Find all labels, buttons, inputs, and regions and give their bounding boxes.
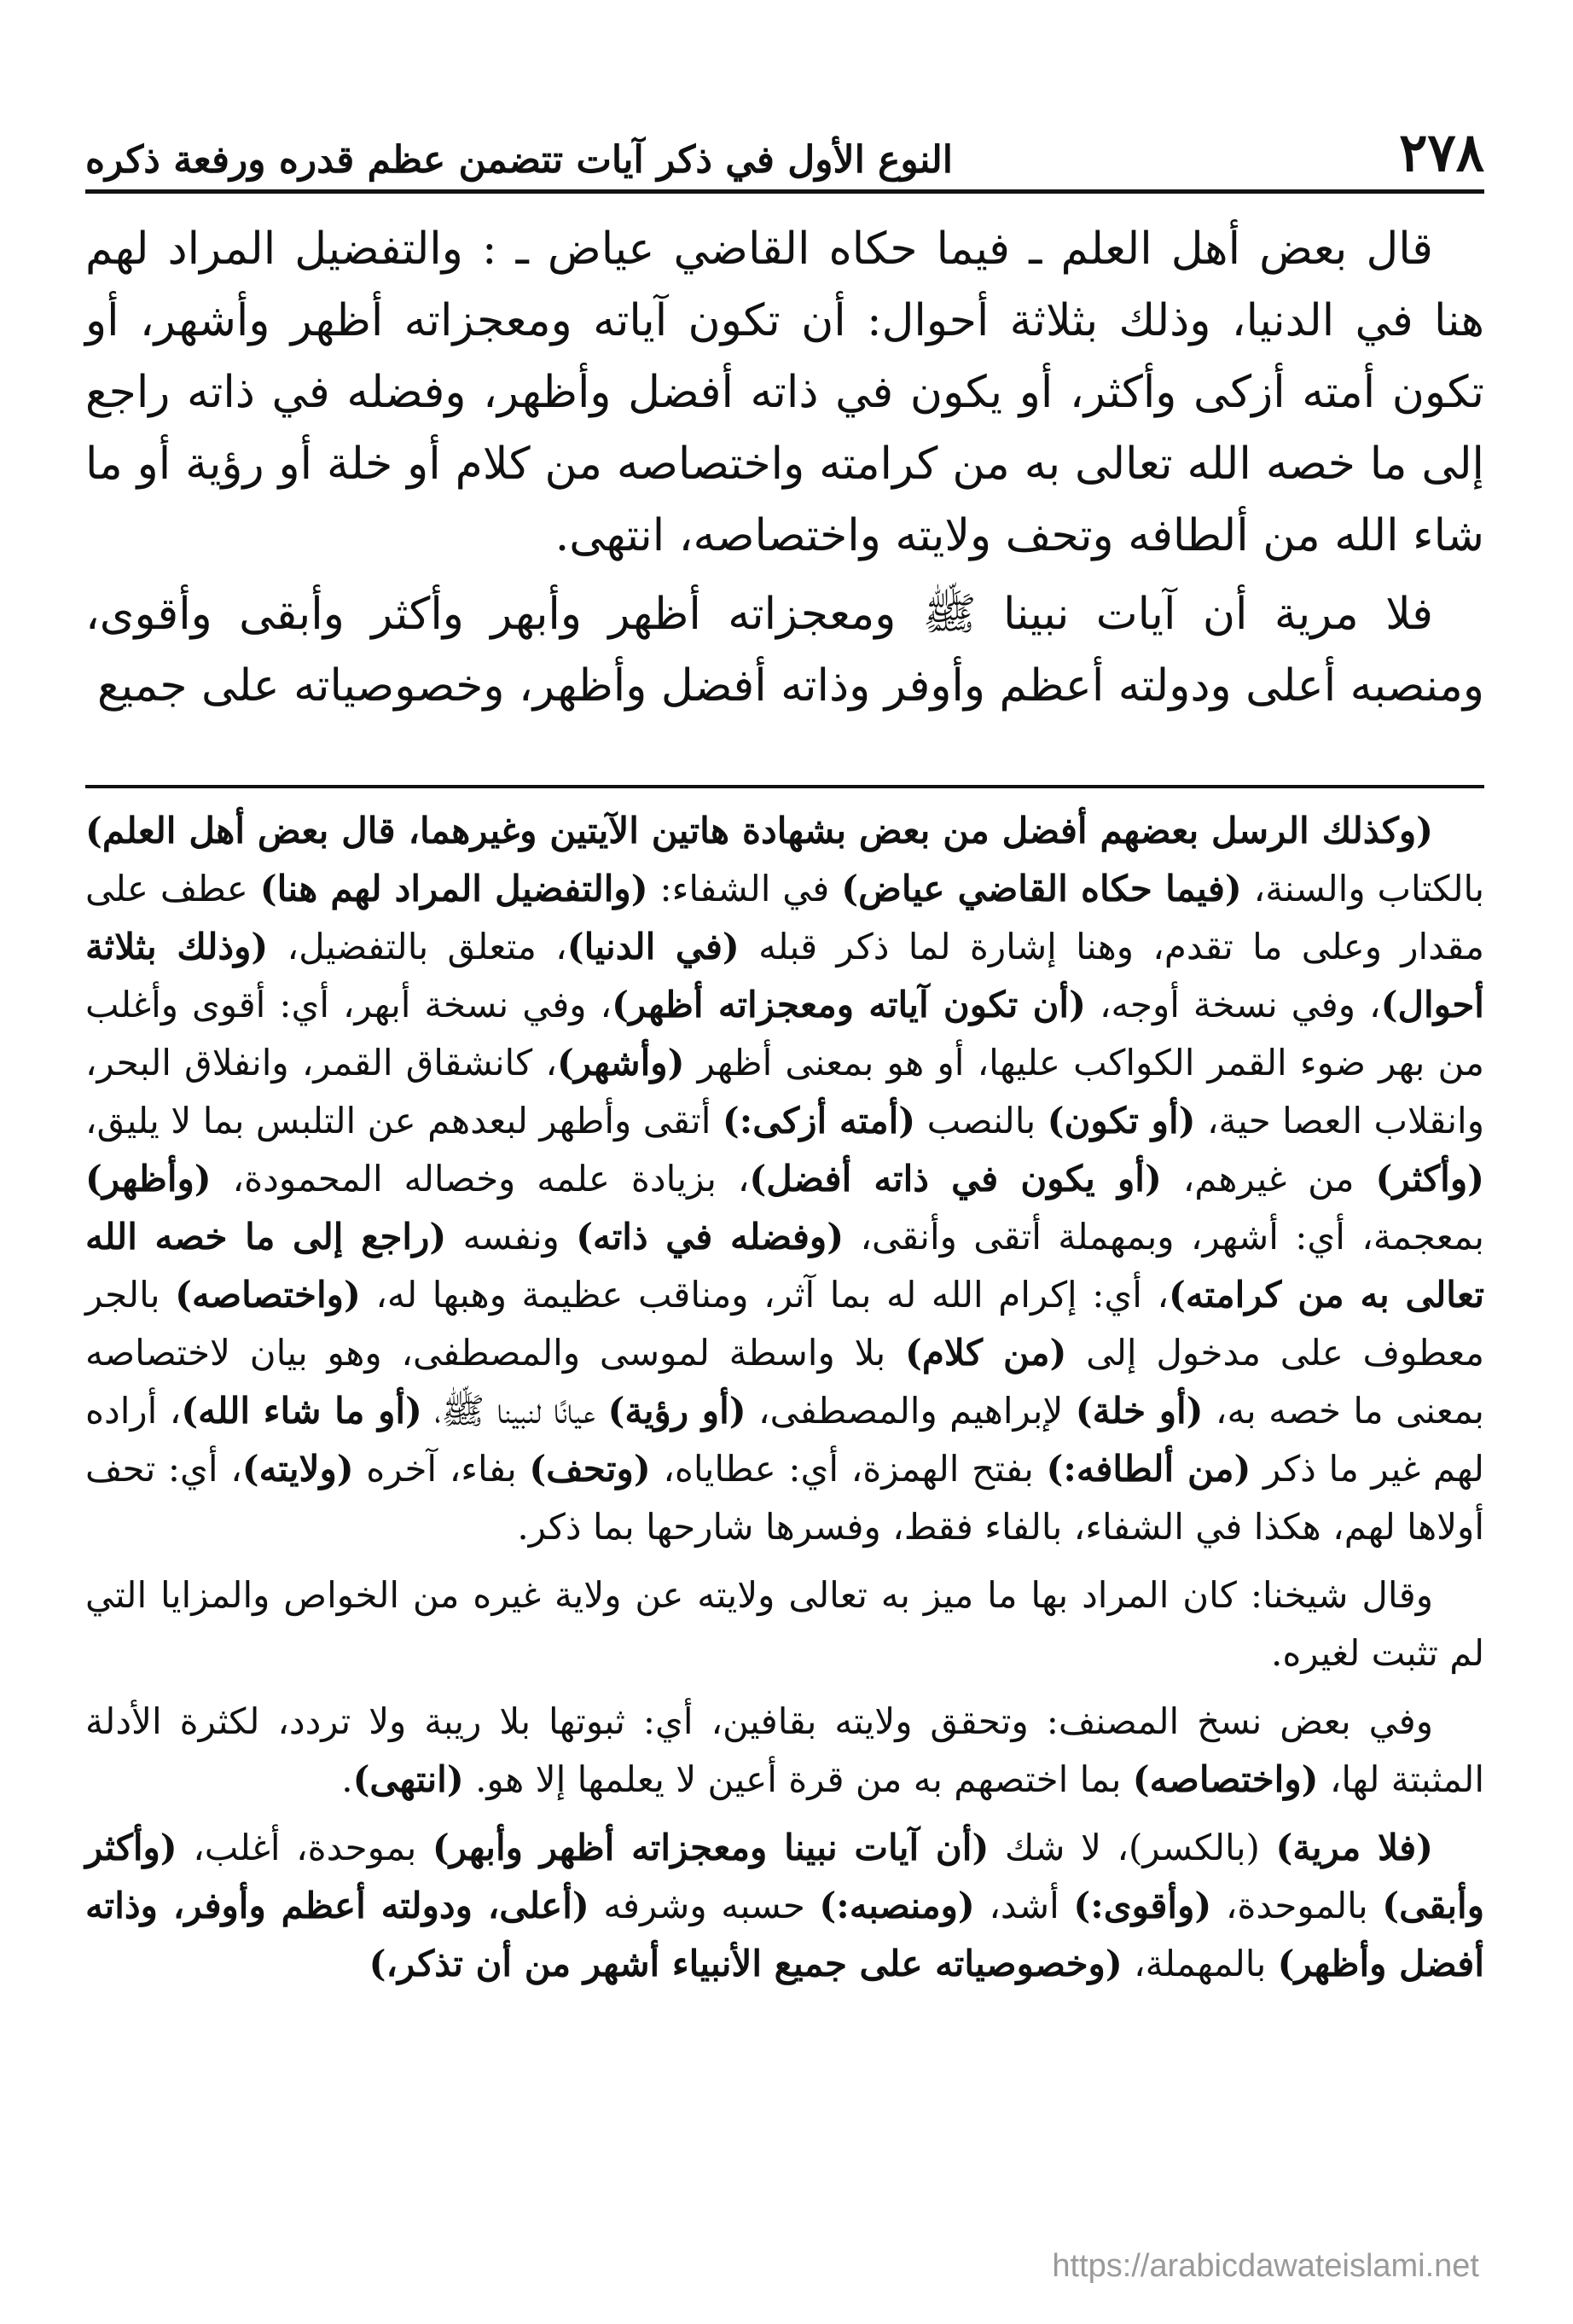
commentary-text: بموحدة، أغلب، xyxy=(177,1827,432,1868)
quoted-text: (واختصاصه) xyxy=(175,1274,361,1316)
commentary-text: بالمهملة، xyxy=(1122,1943,1278,1984)
commentary xyxy=(85,802,1484,2003)
quoted-text: (وأكثر وأبقى) xyxy=(85,1827,1484,1926)
page-header xyxy=(85,102,1484,183)
quoted-text: (ومنصبه:) xyxy=(819,1885,975,1926)
commentary-text: ، متعلق بالتفضيل، xyxy=(268,926,567,967)
running-title: النوع الأول في ذكر آيات تتضمن عظم قدره ورفعة ذكره xyxy=(85,138,954,182)
main-text xyxy=(85,213,1484,722)
commentary-text: في الشفاء: xyxy=(647,868,842,909)
quoted-text: (وذلك بثلاثة أحوال) xyxy=(85,926,1484,1025)
commentary-separator xyxy=(85,785,1484,788)
quoted-text: (أن تكون آياته ومعجزاته أظهر) xyxy=(612,984,1086,1025)
quoted-text: (أمته أزكى:) xyxy=(722,1100,916,1142)
commentary-text: (بالكسر)، لا شك xyxy=(989,1827,1276,1868)
quoted-text: (وتحف) xyxy=(529,1448,651,1490)
commentary-text: بفاء، آخره xyxy=(353,1448,530,1490)
commentary-paragraph-2: وقال شيخنا: كان المراد بها ما ميز به تعالى ولايته عن ولاية غيره من الخواص والمزايا التي لم تثبت لغيره. xyxy=(85,1574,1484,1674)
watermark-url: https://arabicdawateislami.net xyxy=(1052,2248,1479,2284)
commentary-text: بالنصب xyxy=(915,1100,1048,1142)
quoted-text: (وخصوصياته على جميع الأنبياء أشهر من أن تذكر،) xyxy=(369,1943,1123,1984)
quoted-text: (أو ما شاء الله) xyxy=(181,1390,422,1432)
commentary-text: أشد، xyxy=(974,1885,1074,1926)
commentary-text: ونفسه xyxy=(446,1216,577,1258)
quoted-text: (من ألطافه:) xyxy=(1046,1448,1251,1490)
header-rule xyxy=(85,189,1484,194)
quoted-text: (وأقوى:) xyxy=(1073,1885,1212,1926)
commentary-text: ، أي: إكرام الله له بما آثر، ومناقب عظيمة وهبها له، xyxy=(360,1274,1170,1316)
quoted-text: (أو يكون في ذاته أفضل) xyxy=(749,1158,1162,1200)
quoted-text: (انتهى) xyxy=(352,1758,464,1800)
commentary-text: بالكتاب والسنة، xyxy=(1241,868,1485,909)
quoted-text: (فلا مرية) xyxy=(1275,1827,1434,1868)
commentary-text: ، وفي نسخة أبهر، أي: أقوى وأغلب من بهر ضوء القمر الكواكب عليها، أو هو بمعنى أظهر xyxy=(85,984,1484,1084)
commentary-text: بفتح الهمزة، أي: عطاياه، xyxy=(650,1448,1047,1490)
quoted-text: (وأكثر) xyxy=(1375,1158,1484,1200)
commentary-text: . xyxy=(341,1758,353,1800)
commentary-paragraph-3 xyxy=(85,1693,1484,1809)
commentary-text: ، بزيادة علمه وخصاله المحمودة، xyxy=(211,1158,750,1200)
quoted-text: (وكذلك الرسل بعضهم أفضل من بعض بشهادة هاتين الآيتين وغيرهما، قال بعض أهل العلم) xyxy=(85,810,1433,851)
commentary-text: بلا واسطة لموسى والمصطفى، وهو بيان لاختصاصه بمعنى ما خصه به، xyxy=(85,1332,1484,1432)
quoted-text: (واختصاصه) xyxy=(1132,1758,1319,1800)
main-paragraph-2: فلا مرية أن آيات نبينا ﷺ ومعجزاته أظهر وأبهر وأكثر وأبقى وأقوى، ومنصبه أعلى ودولته أعظم وأوفر وذاته أفضل وأظهر، وخصوصياته على جميع xyxy=(85,589,1484,712)
quoted-text: (وأظهر) xyxy=(85,1158,212,1200)
commentary-paragraph-4 xyxy=(85,1819,1484,1993)
quoted-text: (أو رؤية) xyxy=(607,1390,746,1432)
quoted-text: (ولايته) xyxy=(241,1448,354,1490)
main-paragraph-1: قال بعض أهل العلم ـ فيما حكاه القاضي عياض ـ : والتفضيل المراد لهم هنا في الدنيا، وذلك بثلاثة أحوال: أن تكون آياته ومعجزاته أظهر وأشهر، أو تكون أمته أزكى وأكثر، أو يكون في ذاته أفضل وأظهر، وفضله في ذاته راجع إلى ما خصه الله تعالى به من كرامته واختصاصه من كلام أو خلة أو رؤية أو ما شاء الله من ألطافه وتحف ولايته واختصاصه، انتهى. xyxy=(85,224,1484,561)
commentary-text: ، كانشقاق القمر، وانفلاق البحر، وانقلاب العصا حية، xyxy=(85,1042,1484,1142)
commentary-text: بالموحدة، xyxy=(1211,1885,1383,1926)
quoted-text: (وفضله في ذاته) xyxy=(576,1216,845,1258)
quoted-text: (فيما حكاه القاضي عياض) xyxy=(841,868,1242,909)
commentary-text: بالجر معطوف على مدخول إلى xyxy=(85,1274,1484,1374)
commentary-text: من غيرهم، xyxy=(1161,1158,1376,1200)
commentary-text: بمعجمة، أي: أشهر، وبمهملة أتقى وأنقى، xyxy=(844,1216,1484,1258)
quoted-text: (وأشهر) xyxy=(557,1042,685,1084)
commentary-text: عطف على مقدار وعلى ما تقدم، وهنا إشارة لما ذكر قبله xyxy=(85,868,1485,967)
commentary-text: ، أراده لهم غير ما ذكر xyxy=(85,1390,1484,1490)
commentary-text: وفي بعض نسخ المصنف: وتحقق ولايته بقافين، أي: ثبوتها بلا ريبة ولا تردد، لكثرة الأدلة المثبتة لها، xyxy=(85,1700,1484,1800)
commentary-text: أتقى وأطهر لبعدهم عن التلبس بما لا يليق، xyxy=(85,1100,723,1142)
commentary-text: لإبراهيم والمصطفى، xyxy=(746,1390,1076,1432)
page-number: ٢٧٨ xyxy=(1399,121,1484,183)
quoted-text: (راجع إلى ما خصه الله تعالى به من كرامته) xyxy=(85,1216,1485,1316)
quoted-text: (أو خلة) xyxy=(1075,1390,1204,1432)
commentary-text: عيانًا لنبينا ﷺ، xyxy=(421,1390,608,1432)
quoted-text: (أعلى، ودولته أعظم وأوفر، وذاته أفضل وأظهر) xyxy=(85,1885,1484,1984)
commentary-text: ، أي: تحف أولاها لهم، هكذا في الشفاء، بالفاء فقط، وفسرها شارحها بما ذكر. xyxy=(85,1448,1484,1548)
commentary-text: ، وفي نسخة أوجه، xyxy=(1085,984,1381,1025)
quoted-text: (في الدنيا) xyxy=(566,926,740,967)
commentary-text: حسبه وشرفه xyxy=(589,1885,820,1926)
quoted-text: (من كلام) xyxy=(905,1332,1067,1374)
quoted-text: (أو تكون) xyxy=(1047,1100,1196,1142)
quoted-text: (والتفضيل المراد لهم هنا) xyxy=(259,868,648,909)
quoted-text: (أن آيات نبينا ومعجزاته أظهر وأبهر) xyxy=(432,1827,990,1868)
commentary-paragraph-1 xyxy=(85,802,1484,1556)
commentary-text: بما اختصهم به من قرة أعين لا يعلمها إلا هو. xyxy=(463,1758,1133,1800)
